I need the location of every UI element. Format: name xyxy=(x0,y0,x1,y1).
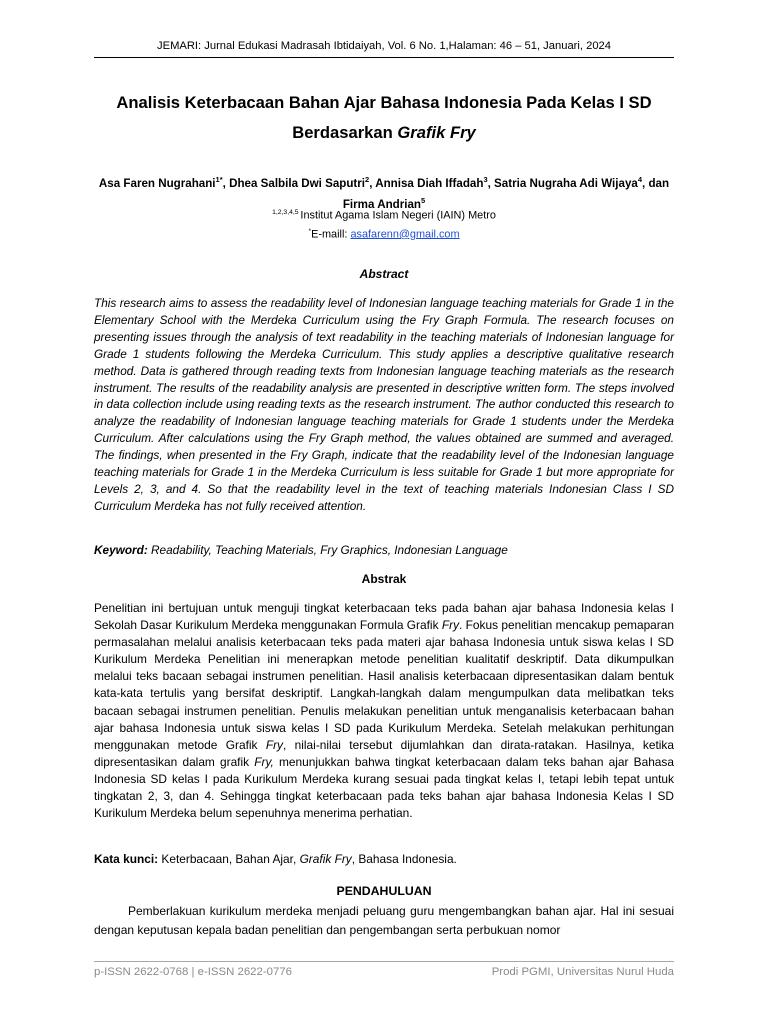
affiliation-line xyxy=(94,205,674,224)
abstrak-italic-3: Fry, xyxy=(254,754,274,769)
keywords-label: Keyword: xyxy=(94,543,148,557)
abstrak-text-2: . Fokus penelitian mencakup pemaparan permasalahan melalui analisis keterbacaan teks pada materi ajar bahasa Indonesia untuk siswa kelas I SD Kurikulum Merdeka Penelitian ini menerapkan metode penelitian kualitatif deskriptif. Data dikumpulkan melalui teks bacaan sebagai instrumen penelitian. Hasil analisis keterbacaan dipresentasikan dalam bentuk kata-kata tertulis yang bersifat deskriptif. Langkah-langkah dalam mengumpulkan data melibatkan teks bacaan sebagai instrumen penelitian. Penulis melakukan penelitian untuk menganalisis keterbacaan bahan ajar bahasa Indonesia untuk siswa kelas I SD pada Kurikulum Merdeka. Setelah melakukan perhitungan menggunakan metode Grafik xyxy=(94,618,674,752)
footer-divider xyxy=(94,961,674,962)
title-line-1: Analisis Keterbacaan Bahan Ajar Bahasa Indonesia Pada Kelas I SD xyxy=(116,93,652,112)
email-label: E-maill: xyxy=(311,228,351,241)
author-3: , Annisa Diah Iffadah xyxy=(369,176,484,190)
abstrak-text-4: menunjukkan bahwa tingkat keterbacaan dalam teks bahan ajar Bahasa Indonesia SD kelas I pada Kurikulum Merdeka kurang sesuai pada tingkat kelas I, tetapi lebih tepat untuk tingkatan 2, 3, dan 4. Sehingga tingkat keterbacaan pada teks bahan ajar bahasa Indonesia Kelas I SD Kurikulum Merdeka belum sepenuhnya menerima perhatian. xyxy=(94,754,674,821)
footer-issn: p-ISSN 2622-0768 | e-ISSN 2622-0776 xyxy=(94,966,292,978)
intro-paragraph: Pemberlakuan kurikulum merdeka menjadi peluang guru mengembangkan bahan ajar. Hal ini sesuai dengan keputusan kepala badan penelitian dan pengembangan serta perbukuan nomor xyxy=(94,904,674,937)
kata-kunci-value-3: , Bahasa Indonesia. xyxy=(351,852,457,866)
author-2: , Dhea Salbila Dwi Saputri xyxy=(222,176,366,190)
keywords-line xyxy=(94,543,674,557)
title-line-2 xyxy=(94,118,674,148)
kata-kunci-value-italic: Grafik Fry xyxy=(299,852,352,866)
article-title xyxy=(94,88,674,148)
abstrak-italic-2: Fry xyxy=(265,737,283,752)
institution-name: Institut Agama Islam Negeri (IAIN) Metro xyxy=(300,209,496,222)
abstract-heading: Abstract xyxy=(359,267,409,281)
kata-kunci-value-1: Keterbacaan, Bahan Ajar, xyxy=(158,852,300,866)
author-5-mark: 5 xyxy=(421,195,426,205)
abstrak-body xyxy=(94,600,674,822)
author-5: , dan Firma Andrian xyxy=(342,176,670,211)
corresponding-mark: * xyxy=(308,227,312,235)
author-4: , Satria Nugraha Adi Wijaya xyxy=(487,176,638,190)
abstract-body: This research aims to assess the readability level of Indonesian language teaching materials for Grade 1 in the Elementary School with the Merdeka Curriculum using the Fry Graph Formula. The research focuses on presenting issues through the analysis of text readability in the teaching materials of Indonesian language for Grade 1 students following the Merdeka Curriculum. This study applies a descriptive qualitative research method. Data is gathered through reading texts from Indonesian language teaching materials as the research instrument. The results of the readability analysis are presented in descriptive written form. The steps involved in data collection include using reading texts as the research instrument. The author conducted this research to analyze the readability of Indonesian language teaching materials for Grade 1 students under the Merdeka Curriculum. After calculations using the Fry Graph method, the values obtained are summed and averaged. The findings, when presented in the Fry Graph, indicate that the readability level of the Indonesian language teaching materials for Grade 1 in the Merdeka Curriculum is less suitable for Grade 1 but more appropriate for Levels 2, 3, and 4. So that the readability level in the text of teaching materials Indonesian Class I SD Curriculum Merdeka has not fully received attention. xyxy=(94,296,674,513)
keywords-value: Readability, Teaching Materials, Fry Graphics, Indonesian Language xyxy=(147,543,508,557)
abstrak-text-1: Penelitian ini bertujuan untuk menguji tingkat keterbacaan teks pada bahan ajar bahasa Indonesia kelas I Sekolah Dasar Kurikulum Merdeka menggunakan Formula Grafik xyxy=(94,601,674,633)
author-1-mark: 1* xyxy=(215,175,223,184)
email-line xyxy=(94,224,674,243)
footer-publisher: Prodi PGMI, Universitas Nurul Huda xyxy=(491,966,674,978)
affiliation-marks: 1,2,3,4,5 xyxy=(272,209,301,216)
title-line-2-italic: Grafik Fry xyxy=(397,123,476,142)
author-3-mark: 3 xyxy=(483,175,488,184)
running-header: JEMARI: Jurnal Edukasi Madrasah Ibtidaiyah, Vol. 6 No. 1,Halaman: 46 – 51, Januari, 2024 xyxy=(157,40,611,52)
header-divider xyxy=(94,57,674,58)
kata-kunci-line xyxy=(94,852,674,866)
author-4-mark: 4 xyxy=(637,175,643,184)
section-heading: PENDAHULUAN xyxy=(336,884,432,898)
kata-kunci-label: Kata kunci: xyxy=(94,852,159,866)
abstrak-italic-1: Fry xyxy=(441,618,460,633)
abstrak-text-3: , nilai-nilai tersebut dijumlahkan dan dirata-ratakan. Hasilnya, ketika dipresentasikan dalam grafik xyxy=(94,737,674,769)
abstrak-heading: Abstrak xyxy=(361,572,407,586)
author-1: Asa Faren Nugrahani xyxy=(98,176,216,190)
email-link[interactable]: asafarenn@gmail.com xyxy=(350,228,460,241)
affiliation-block xyxy=(94,205,674,242)
title-line-2-text: Berdasarkan xyxy=(292,123,398,142)
author-2-mark: 2 xyxy=(365,175,370,184)
